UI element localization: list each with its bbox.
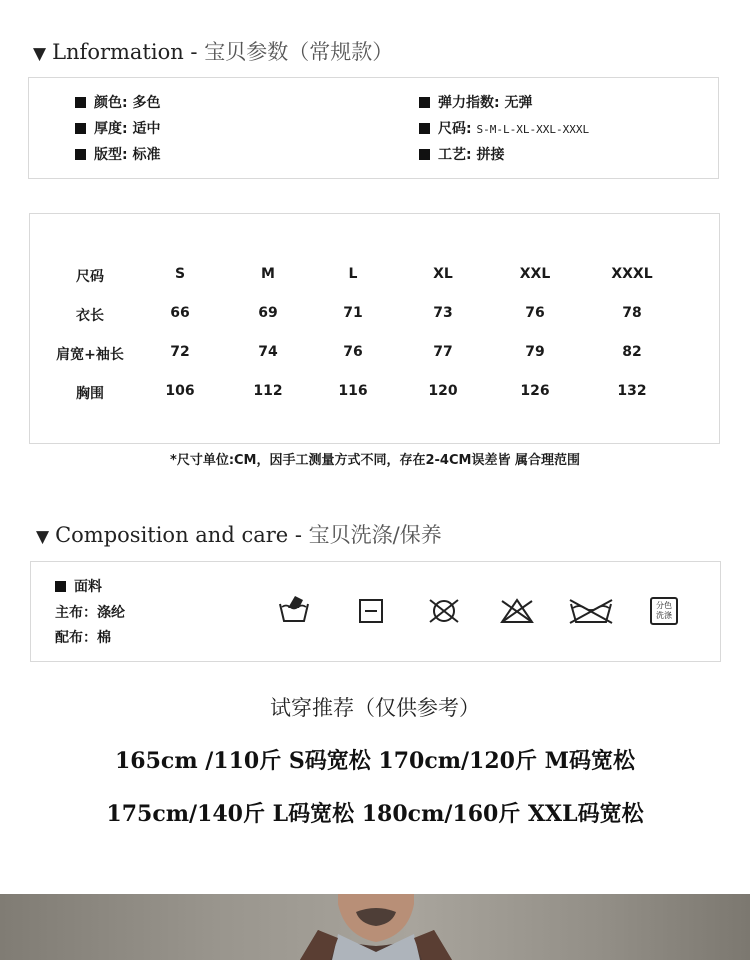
model-figure [0, 894, 750, 960]
table-cell: 116 [338, 383, 368, 399]
table-cell: 衣长 [76, 308, 104, 324]
measurement-note: *尺寸单位:CM，因手工测量方式不同，存在2-4CM误差皆 属合理范围 [170, 453, 580, 468]
product-info-box [28, 77, 719, 179]
info-title-en: Lnformation - [52, 40, 198, 64]
table-cell: 77 [433, 344, 453, 360]
model-photo [0, 894, 750, 960]
fabric-heading: 面料 [55, 576, 102, 596]
info-item-fit: 版型: 标准 [75, 144, 160, 164]
table-header: 尺码 [76, 269, 104, 285]
table-cell: 79 [525, 344, 545, 360]
table-cell: 82 [622, 344, 642, 360]
table-cell: 132 [617, 383, 647, 399]
no-bleach-icon [498, 597, 536, 625]
table-header: S [174, 266, 186, 282]
care-section-heading [36, 519, 442, 549]
square-bullet-icon [75, 97, 86, 108]
square-bullet-icon [419, 149, 430, 160]
recommendation-line: 165cm /110斤 S码宽松 170cm/120斤 M码宽松 [115, 748, 635, 774]
info-item-sizes: 尺码: S-M-L-XL-XXL-XXXL [419, 118, 589, 138]
hand-wash-icon [277, 594, 311, 624]
table-cell: 126 [520, 383, 550, 399]
care-title-en: Composition and care - [55, 523, 302, 547]
separate-wash-icon: 分色 洗涤 [650, 597, 678, 625]
table-header: XXL [519, 266, 551, 282]
care-box [30, 561, 721, 662]
lining-fabric: 配布：棉 [55, 630, 111, 646]
table-cell: 胸围 [76, 386, 104, 402]
triangle-down-icon: ▼ [36, 527, 50, 547]
table-cell: 78 [622, 305, 642, 321]
table-header: L [348, 266, 358, 282]
table-cell: 71 [343, 305, 363, 321]
info-item-thickness: 厚度: 适中 [75, 118, 160, 138]
info-title-cn: 宝贝参数（常规款） [204, 40, 394, 64]
table-cell: 72 [170, 344, 190, 360]
table-cell: 69 [258, 305, 278, 321]
size-table [29, 213, 720, 444]
info-item-craft: 工艺: 拼接 [419, 144, 504, 164]
table-header: M [261, 266, 275, 282]
main-fabric: 主布：涤纶 [55, 605, 125, 621]
square-bullet-icon [75, 123, 86, 134]
table-header: XXXL [611, 266, 653, 282]
square-bullet-icon [419, 97, 430, 108]
square-bullet-icon [55, 581, 66, 592]
info-item-color: 颜色: 多色 [75, 92, 160, 112]
square-bullet-icon [419, 123, 430, 134]
table-cell: 肩宽+袖长 [56, 347, 124, 363]
info-section-heading [33, 36, 393, 66]
table-cell: 120 [428, 383, 458, 399]
table-cell: 112 [253, 383, 283, 399]
no-tumble-dry-icon [427, 597, 461, 625]
tumble-dry-icon [358, 598, 384, 624]
recommendation-line: 175cm/140斤 L码宽松 180cm/160斤 XXL码宽松 [106, 801, 644, 827]
table-cell: 73 [433, 305, 453, 321]
no-iron-icon [567, 597, 615, 625]
table-cell: 106 [165, 383, 195, 399]
recommendation-title: 试穿推荐（仅供参考） [270, 696, 480, 720]
table-cell: 66 [170, 305, 190, 321]
table-cell: 76 [343, 344, 363, 360]
care-title-cn: 宝贝洗涤/保养 [308, 523, 442, 547]
triangle-down-icon: ▼ [33, 44, 47, 64]
table-header: XL [433, 266, 453, 282]
info-item-elasticity: 弹力指数: 无弹 [419, 92, 532, 112]
square-bullet-icon [75, 149, 86, 160]
table-cell: 74 [258, 344, 278, 360]
table-cell: 76 [525, 305, 545, 321]
